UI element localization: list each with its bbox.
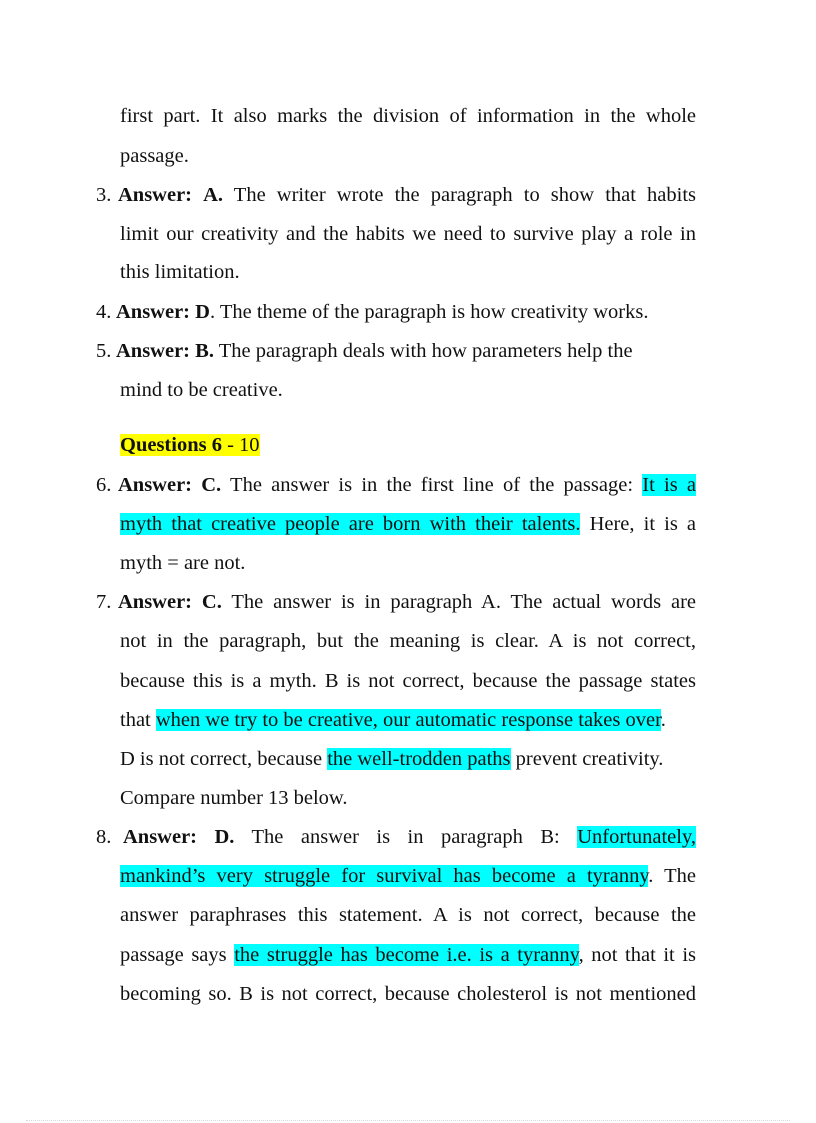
answer-text: D is not correct, because xyxy=(120,748,323,770)
answer-letter: D. xyxy=(214,826,235,848)
answer-text: , not that it is xyxy=(578,944,697,966)
highlighted-quote: myth that creative people are born with their talents. xyxy=(120,513,581,535)
answer-label: Answer: xyxy=(118,474,193,496)
section-heading-bold: Questions 6 xyxy=(120,434,222,456)
answer-line: mind to be creative. xyxy=(120,379,283,401)
answer-label: Answer: xyxy=(123,826,198,848)
highlighted-quote: when we try to be creative, our automatic response takes over xyxy=(155,709,661,731)
answer-text: that xyxy=(120,709,151,731)
highlighted-quote: the well-trodden paths xyxy=(327,748,511,770)
answer-letter: B. xyxy=(195,340,214,362)
page-bottom-divider xyxy=(26,1120,790,1121)
section-heading-highlight xyxy=(120,434,260,456)
answer-text: The paragraph deals with how parameters help the xyxy=(218,340,633,362)
answer-line xyxy=(120,862,696,890)
answer-line: limit our creativity and the habits we need to survive play a role in xyxy=(120,223,696,245)
answer-text: Here, it is a xyxy=(589,513,697,535)
item-number: 4. xyxy=(96,301,112,323)
answer-text: The answer is in the first line of the passage: xyxy=(230,474,634,496)
answer-text: . xyxy=(660,709,666,731)
item-number: 3. xyxy=(96,184,112,206)
answer-line xyxy=(123,823,696,851)
item-number: 6. xyxy=(96,474,112,496)
answer-line: becoming so. B is not correct, because cholesterol is not mentioned xyxy=(120,983,696,1005)
answer-label: Answer: xyxy=(116,301,191,323)
answer-text: The answer is in paragraph B: xyxy=(251,826,560,848)
highlighted-quote: It is a xyxy=(642,474,696,496)
answer-letter: C. xyxy=(201,474,222,496)
answer-line: Compare number 13 below. xyxy=(120,787,348,809)
answer-line xyxy=(120,745,696,773)
answer-letter: C. xyxy=(201,591,222,613)
answer-line xyxy=(118,471,696,499)
paragraph-line: passage. xyxy=(120,145,189,167)
answer-label: Answer: xyxy=(118,184,193,206)
answer-line: this limitation. xyxy=(120,261,240,283)
answer-text: The answer is in paragraph A. The actual words are xyxy=(231,591,696,613)
item-number: 5. xyxy=(96,340,112,362)
answer-line: not in the paragraph, but the meaning is clear. A is not correct, xyxy=(120,630,696,652)
answer-label: Answer: xyxy=(116,340,191,362)
answer-line xyxy=(120,510,696,538)
answer-line xyxy=(120,706,696,734)
answer-text: passage says xyxy=(120,944,227,966)
answer-line: answer paraphrases this statement. A is not correct, because the xyxy=(120,904,696,926)
answer-text: prevent creativity. xyxy=(515,748,664,770)
answer-text: . The xyxy=(648,865,696,887)
highlighted-quote: the struggle has become i.e. is a tyranny xyxy=(234,944,579,966)
answer-text: . The theme of the paragraph is how creativity works. xyxy=(209,301,649,323)
answer-label: Answer: xyxy=(118,591,193,613)
answer-line: because this is a myth. B is not correct, because the passage states xyxy=(120,670,696,692)
answer-line xyxy=(116,298,692,326)
answer-line xyxy=(116,337,692,365)
answer-letter: A. xyxy=(203,184,224,206)
highlighted-quote: Unfortunately, xyxy=(577,826,696,848)
paragraph-line: first part. It also marks the division of information in the whole xyxy=(120,105,696,127)
item-number: 7. xyxy=(96,591,112,613)
highlighted-quote: mankind’s very struggle for survival has become a tyranny xyxy=(120,865,649,887)
section-heading-range: - 10 xyxy=(221,434,260,456)
answer-line: myth = are not. xyxy=(120,552,246,574)
answer-letter: D xyxy=(195,301,210,323)
section-heading xyxy=(120,431,260,459)
answer-text: The writer wrote the paragraph to show that habits xyxy=(233,184,696,206)
item-number: 8. xyxy=(96,826,112,848)
answer-line xyxy=(118,588,696,616)
answer-line xyxy=(118,181,696,209)
answer-line xyxy=(120,941,696,969)
